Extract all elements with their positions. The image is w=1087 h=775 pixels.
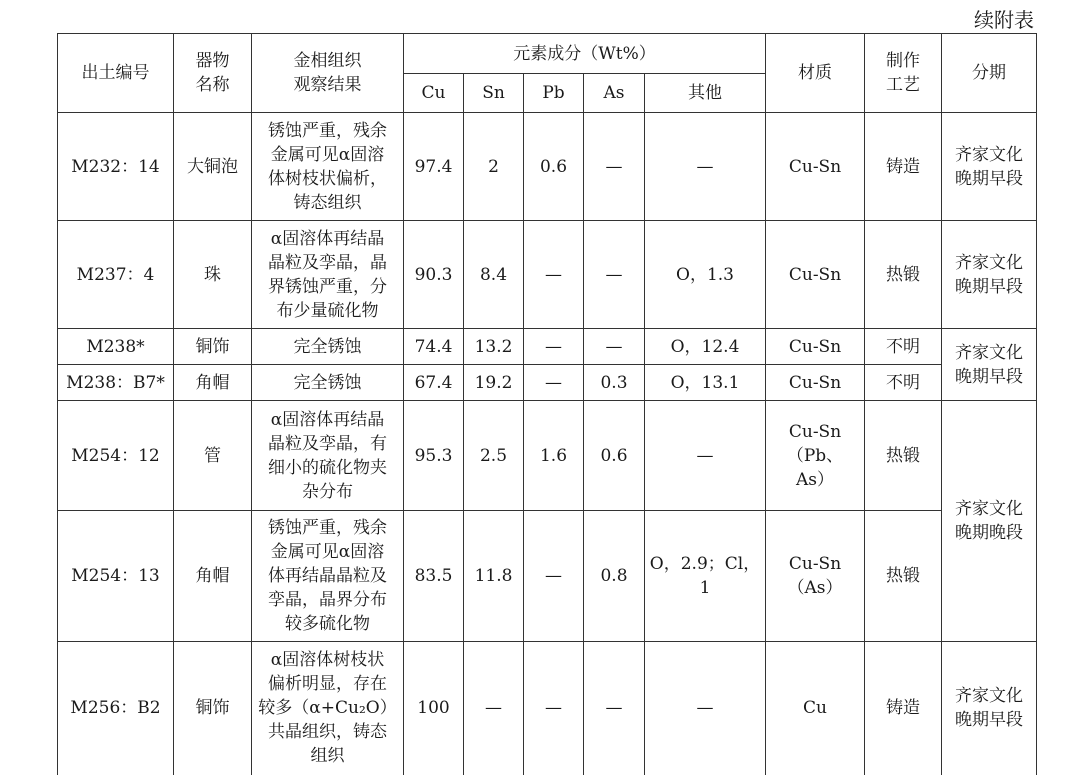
cell-line: α固溶体再结晶	[270, 409, 385, 430]
cell-line: 晚期早段	[955, 366, 1024, 387]
cell-id: M238*	[58, 329, 174, 365]
table-row	[58, 221, 1037, 329]
cell-observation	[252, 642, 404, 775]
cell-sn: —	[464, 642, 524, 775]
table-row	[58, 365, 1037, 401]
header-row-1	[58, 34, 1037, 74]
cell-observation	[252, 365, 404, 401]
cell-line: 齐家文化	[955, 144, 1024, 165]
cell-pb: —	[524, 365, 584, 401]
cell-line: （As）	[787, 578, 843, 598]
cell-craft: 不明	[865, 329, 942, 365]
cell-name: 铜饰	[174, 642, 252, 775]
cell-sn: 13.2	[464, 329, 524, 365]
cell-line: 体再结晶晶粒及	[268, 566, 387, 586]
header-craft: 制作 工艺	[865, 34, 942, 113]
header-cu: Cu	[404, 74, 464, 113]
cell-sn: 2.5	[464, 401, 524, 511]
header-other: 其他	[645, 74, 766, 113]
cell-sn: 2	[464, 113, 524, 221]
cell-as: —	[584, 113, 645, 221]
cell-line: As）	[796, 469, 835, 490]
cell-line: （Pb、	[786, 445, 844, 466]
cell-pb: 0.6	[524, 113, 584, 221]
cell-line: Cu-Sn	[788, 554, 842, 574]
cell-other: O，1.3	[645, 221, 766, 329]
cell-period	[942, 221, 1037, 329]
cell-line: 较多硫化物	[285, 614, 370, 634]
cell-material	[766, 329, 865, 365]
cell-pb: 1.6	[524, 401, 584, 511]
cell-line: Cu-Sn	[788, 264, 842, 285]
cell-line: 金属可见α固溶	[270, 542, 385, 562]
cell-line: α固溶体树枝状	[270, 650, 385, 671]
cell-material	[766, 365, 865, 401]
cell-name: 珠	[174, 221, 252, 329]
table-row	[58, 511, 1037, 642]
cell-cu: 90.3	[404, 221, 464, 329]
table-row	[58, 113, 1037, 221]
cell-observation	[252, 221, 404, 329]
cell-line: 杂分布	[302, 481, 353, 502]
table-row	[58, 401, 1037, 511]
cell-line: 齐家文化	[955, 252, 1024, 273]
cell-line: 晚期早段	[955, 276, 1024, 297]
header-id: 出土编号	[58, 34, 174, 113]
header-material: 材质	[766, 34, 865, 113]
cell-line: 界锈蚀严重，分	[268, 276, 387, 297]
cell-line: 锈蚀严重，残余	[268, 518, 387, 538]
cell-line: Cu	[803, 698, 827, 719]
cell-line: 组织	[310, 746, 345, 767]
cell-line: 晶粒及孪晶，有	[268, 433, 387, 454]
cell-line: 铸态组织	[293, 192, 362, 213]
cell-name: 角帽	[174, 511, 252, 642]
cell-period	[942, 113, 1037, 221]
cell-cu: 95.3	[404, 401, 464, 511]
cell-pb: —	[524, 329, 584, 365]
header-period: 分期	[942, 34, 1037, 113]
cell-line: 共晶组织，铸态	[268, 722, 387, 743]
cell-craft: 不明	[865, 365, 942, 401]
cell-as: 0.6	[584, 401, 645, 511]
cell-other: O，13.1	[645, 365, 766, 401]
cell-line: 晶粒及孪晶，晶	[268, 252, 387, 273]
cell-as: 0.8	[584, 511, 645, 642]
cell-as: —	[584, 329, 645, 365]
cell-id: M254：12	[58, 401, 174, 511]
cell-material	[766, 511, 865, 642]
header-composition: 元素成分（Wt%）	[404, 34, 766, 74]
table-row	[58, 329, 1037, 365]
cell-name: 角帽	[174, 365, 252, 401]
cell-id: M256：B2	[58, 642, 174, 775]
table-caption: 续附表	[974, 8, 1034, 32]
cell-line: 齐家文化	[955, 342, 1024, 363]
cell-observation	[252, 329, 404, 365]
header-sn: Sn	[464, 74, 524, 113]
cell-craft: 热锻	[865, 511, 942, 642]
cell-other: O，12.4	[645, 329, 766, 365]
cell-name: 大铜泡	[174, 113, 252, 221]
cell-line: 完全锈蚀	[293, 336, 362, 357]
cell-line: 完全锈蚀	[293, 372, 362, 393]
cell-line: 锈蚀严重，残余	[268, 120, 387, 141]
cell-period	[942, 329, 1037, 401]
cell-cu: 67.4	[404, 365, 464, 401]
cell-as: —	[584, 642, 645, 775]
header-observation: 金相组织 观察结果	[252, 34, 404, 113]
cell-sn: 8.4	[464, 221, 524, 329]
cell-material	[766, 221, 865, 329]
header-as: As	[584, 74, 645, 113]
cell-pb: —	[524, 221, 584, 329]
cell-line: 晚期早段	[955, 168, 1024, 189]
cell-line: Cu-Sn	[788, 156, 842, 177]
cell-line: 布少量硫化物	[276, 300, 379, 321]
cell-line: 齐家文化	[955, 686, 1024, 707]
cell-cu: 100	[404, 642, 464, 775]
cell-craft: 铸造	[865, 113, 942, 221]
cell-line: 齐家文化	[955, 499, 1024, 519]
cell-observation	[252, 401, 404, 511]
cell-id: M238：B7*	[58, 365, 174, 401]
cell-line: 偏析明显，存在	[268, 674, 387, 695]
cell-other: O，2.9；Cl，1	[645, 511, 766, 642]
cell-line: 金属可见α固溶	[270, 144, 385, 165]
cell-period	[942, 642, 1037, 775]
cell-line: α固溶体再结晶	[270, 228, 385, 249]
cell-line: 较多（α+Cu₂O）	[258, 698, 397, 719]
cell-id: M232：14	[58, 113, 174, 221]
cell-cu: 74.4	[404, 329, 464, 365]
cell-line: Cu-Sn	[788, 421, 842, 442]
cell-as: —	[584, 221, 645, 329]
cell-other: —	[645, 642, 766, 775]
cell-pb: —	[524, 511, 584, 642]
cell-id: M237：4	[58, 221, 174, 329]
cell-id: M254：13	[58, 511, 174, 642]
cell-pb: —	[524, 642, 584, 775]
cell-line: 孪晶，晶界分布	[268, 590, 387, 610]
cell-line: Cu-Sn	[788, 336, 842, 357]
composition-table	[57, 33, 1037, 775]
cell-material	[766, 401, 865, 511]
cell-cu: 97.4	[404, 113, 464, 221]
cell-name: 管	[174, 401, 252, 511]
cell-line: 细小的硫化物夹	[268, 457, 387, 478]
cell-period	[942, 401, 1037, 642]
cell-sn: 19.2	[464, 365, 524, 401]
header-pb: Pb	[524, 74, 584, 113]
table-row	[58, 642, 1037, 775]
cell-other: —	[645, 113, 766, 221]
cell-sn: 11.8	[464, 511, 524, 642]
cell-other: —	[645, 401, 766, 511]
cell-observation	[252, 511, 404, 642]
cell-material	[766, 642, 865, 775]
cell-line: 体树枝状偏析，	[268, 168, 387, 189]
cell-cu: 83.5	[404, 511, 464, 642]
cell-material	[766, 113, 865, 221]
cell-craft: 热锻	[865, 221, 942, 329]
cell-observation	[252, 113, 404, 221]
cell-line: 晚期晚段	[955, 523, 1024, 543]
cell-line: 晚期早段	[955, 710, 1024, 731]
cell-as: 0.3	[584, 365, 645, 401]
cell-line: Cu-Sn	[788, 372, 842, 393]
cell-craft: 热锻	[865, 401, 942, 511]
header-vessel: 器物 名称	[174, 34, 252, 113]
cell-craft: 铸造	[865, 642, 942, 775]
cell-name: 铜饰	[174, 329, 252, 365]
